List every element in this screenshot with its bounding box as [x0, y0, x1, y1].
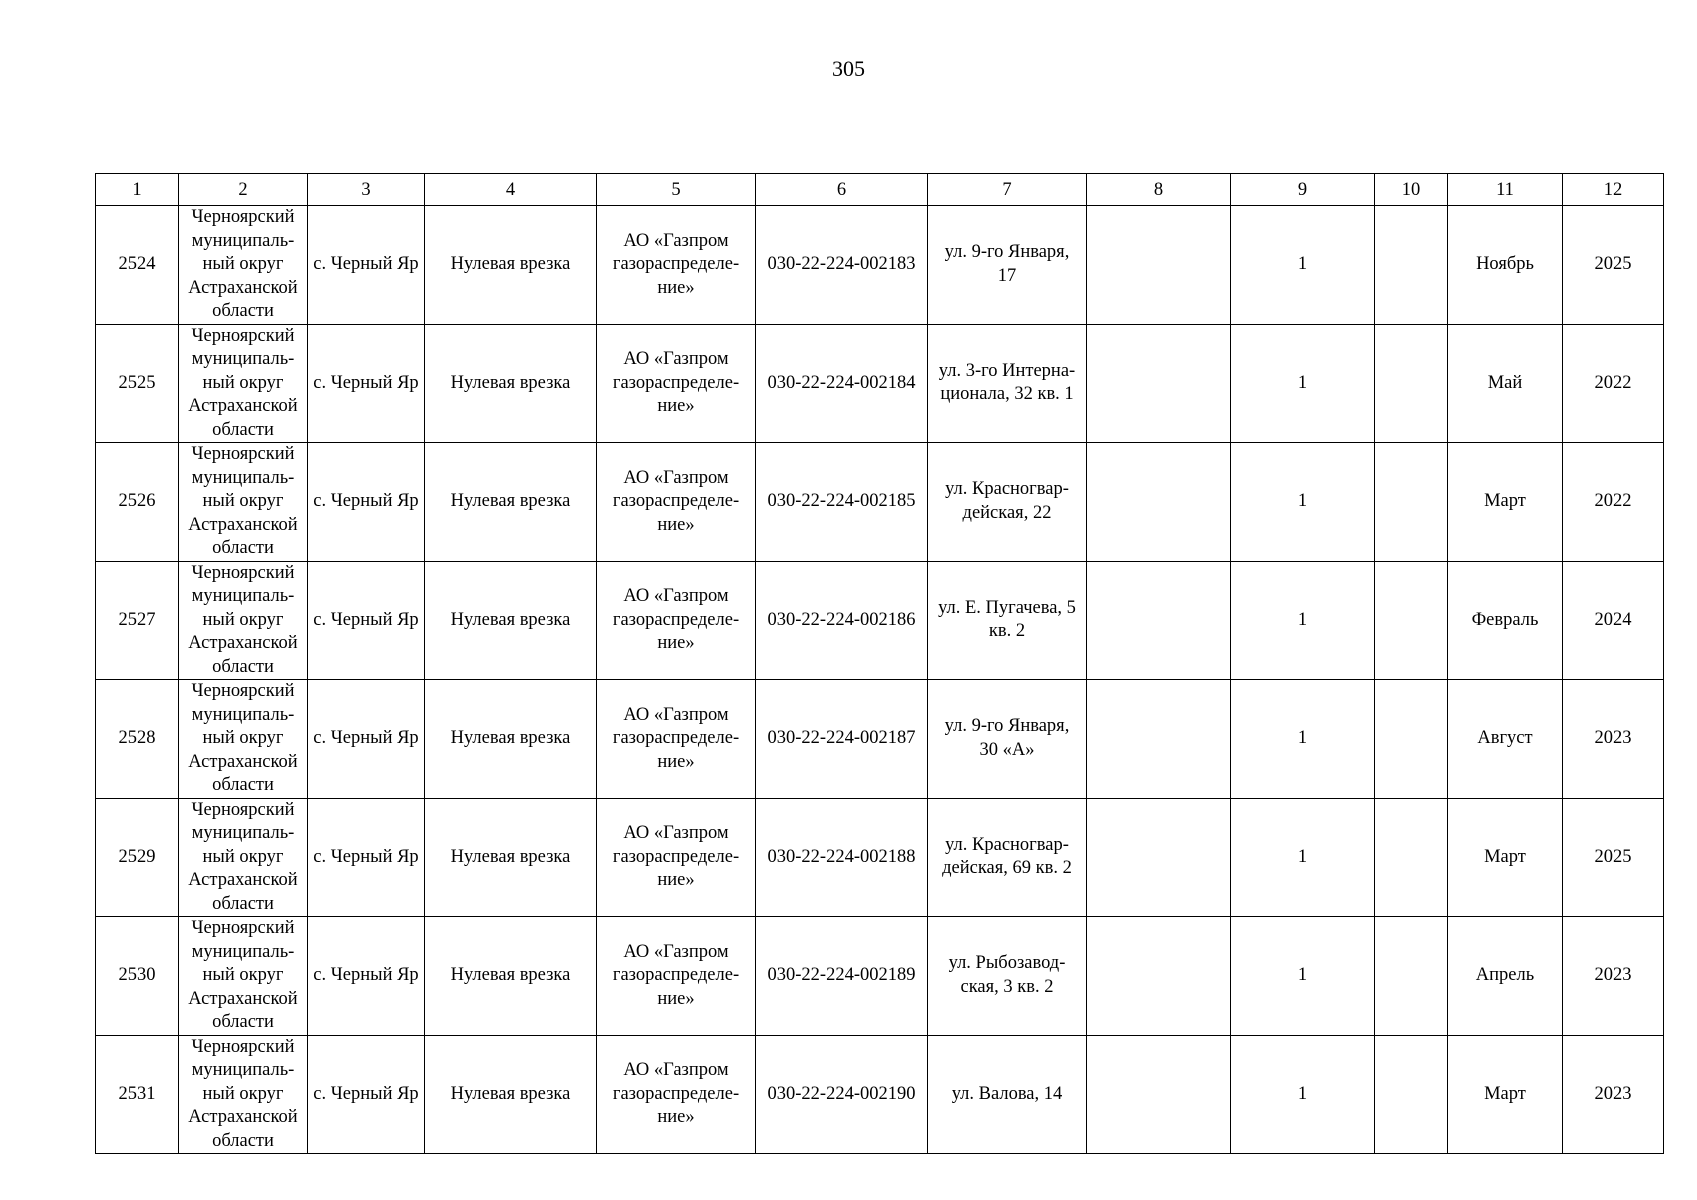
- cell-settlement: с. Черный Яр: [308, 680, 425, 799]
- cell-work-type: Нулевая врезка: [425, 1035, 597, 1154]
- cell-line: Черноярский: [191, 918, 295, 938]
- cell-line: Астраханской: [188, 396, 298, 416]
- cell-line: кв. 2: [988, 621, 1026, 642]
- column-header-4: 4: [425, 174, 597, 206]
- cell-col10: [1375, 680, 1448, 799]
- cell-col9: 1: [1231, 443, 1375, 562]
- cell-number: 2526: [96, 443, 179, 562]
- cell-year: 2023: [1563, 680, 1664, 799]
- cell-line: области: [212, 301, 274, 321]
- cell-object-code: 030-22-224-002186: [756, 561, 928, 680]
- cell-line: Астраханской: [188, 633, 298, 653]
- cell-settlement: с. Черный Яр: [308, 798, 425, 917]
- cell-settlement: с. Черный Яр: [308, 206, 425, 325]
- cell-number: 2531: [96, 1035, 179, 1154]
- cell-line: Черноярский: [191, 1036, 295, 1057]
- cell-object-code: 030-22-224-002188: [756, 798, 928, 917]
- cell-district: [179, 917, 308, 1036]
- cell-line: газораспределе-: [612, 728, 740, 748]
- cell-line: ный округ: [202, 372, 284, 393]
- table-row: [96, 680, 1664, 799]
- cell-line: ный округ: [202, 846, 284, 867]
- table-row: [96, 206, 1664, 325]
- cell-line: муниципаль-: [191, 704, 295, 725]
- cell-number: 2528: [96, 680, 179, 799]
- cell-line: Черноярский: [191, 681, 295, 701]
- cell-col8: [1087, 1035, 1231, 1154]
- page-number: 305: [832, 56, 865, 81]
- cell-line: муниципаль-: [191, 1060, 295, 1080]
- cell-line: дейская, 69 кв. 2: [942, 858, 1072, 879]
- cell-line: области: [212, 775, 274, 795]
- cell-object-code: 030-22-224-002189: [756, 917, 928, 1036]
- cell-organization: [597, 1035, 756, 1154]
- cell-district: [179, 206, 308, 325]
- cell-line: муниципаль-: [191, 467, 295, 488]
- cell-settlement: с. Черный Яр: [308, 324, 425, 443]
- cell-line: АО «Газпром: [623, 704, 729, 725]
- cell-line: газораспределе-: [612, 846, 740, 867]
- cell-line: ние»: [657, 988, 695, 1009]
- column-header-3: 3: [308, 174, 425, 206]
- cell-col8: [1087, 206, 1231, 325]
- cell-line: муниципаль-: [191, 941, 295, 962]
- cell-col9: 1: [1231, 680, 1375, 799]
- cell-line: ул. Е. Пугачева, 5: [938, 597, 1076, 618]
- cell-line: ционала, 32 кв. 1: [940, 384, 1074, 405]
- cell-line: ние»: [657, 870, 695, 890]
- cell-settlement: с. Черный Яр: [308, 443, 425, 562]
- cell-address: [928, 561, 1087, 680]
- cell-line: Черноярский: [191, 325, 295, 346]
- cell-address: [928, 680, 1087, 799]
- cell-col9: 1: [1231, 1035, 1375, 1154]
- cell-month: Март: [1448, 798, 1563, 917]
- cell-line: АО «Газпром: [623, 823, 729, 843]
- cell-address: [928, 798, 1087, 917]
- cell-district: [179, 798, 308, 917]
- table-row: [96, 561, 1664, 680]
- cell-line: муниципаль-: [191, 823, 295, 843]
- cell-organization: [597, 561, 756, 680]
- cell-col9: 1: [1231, 561, 1375, 680]
- cell-col9: 1: [1231, 324, 1375, 443]
- cell-line: газораспределе-: [612, 1083, 740, 1104]
- column-number-header-row: [96, 174, 1664, 206]
- cell-col8: [1087, 798, 1231, 917]
- cell-line: Астраханской: [188, 514, 298, 535]
- cell-line: АО «Газпром: [623, 941, 729, 962]
- cell-line: Черноярский: [191, 444, 295, 464]
- cell-month: Февраль: [1448, 561, 1563, 680]
- cell-year: 2023: [1563, 917, 1664, 1036]
- cell-line: газораспределе-: [612, 254, 740, 274]
- table-body: [96, 206, 1664, 1154]
- cell-line: АО «Газпром: [623, 1060, 729, 1080]
- cell-col8: [1087, 561, 1231, 680]
- cell-line: ул. 9-го Января,: [944, 716, 1070, 737]
- cell-line: муниципаль-: [191, 230, 295, 251]
- cell-settlement: с. Черный Яр: [308, 917, 425, 1036]
- cell-organization: [597, 443, 756, 562]
- cell-year: 2023: [1563, 1035, 1664, 1154]
- cell-address: [928, 443, 1087, 562]
- cell-line: газораспределе-: [612, 609, 740, 630]
- cell-month: Апрель: [1448, 917, 1563, 1036]
- cell-month: Май: [1448, 324, 1563, 443]
- cell-month: Март: [1448, 1035, 1563, 1154]
- cell-line: Черноярский: [191, 207, 295, 227]
- cell-work-type: Нулевая врезка: [425, 443, 597, 562]
- cell-line: газораспределе-: [612, 965, 740, 985]
- cell-work-type: Нулевая врезка: [425, 206, 597, 325]
- column-header-10: 10: [1375, 174, 1448, 206]
- cell-line: Астраханской: [188, 1107, 298, 1127]
- cell-line: ние»: [657, 751, 695, 772]
- cell-object-code: 030-22-224-002187: [756, 680, 928, 799]
- cell-line: муниципаль-: [191, 349, 295, 369]
- cell-line: АО «Газпром: [623, 230, 729, 251]
- cell-line: ный округ: [202, 254, 284, 274]
- cell-line: ние»: [657, 633, 695, 653]
- cell-line: ская, 3 кв. 2: [960, 976, 1054, 997]
- cell-month: Август: [1448, 680, 1563, 799]
- cell-district: [179, 1035, 308, 1154]
- cell-col8: [1087, 324, 1231, 443]
- cell-col8: [1087, 443, 1231, 562]
- cell-district: [179, 324, 308, 443]
- cell-line: Астраханской: [188, 870, 298, 890]
- column-header-1: 1: [96, 174, 179, 206]
- cell-object-code: 030-22-224-002190: [756, 1035, 928, 1154]
- cell-line: газораспределе-: [612, 372, 740, 393]
- cell-work-type: Нулевая врезка: [425, 561, 597, 680]
- cell-line: ул. Красногвар-: [945, 834, 1069, 855]
- cell-line: ул. 3-го Интерна-: [938, 360, 1076, 381]
- table-row: [96, 324, 1664, 443]
- cell-line: ул. 9-го Января,: [944, 242, 1070, 263]
- cell-col8: [1087, 680, 1231, 799]
- cell-line: области: [212, 893, 274, 914]
- cell-number: 2525: [96, 324, 179, 443]
- cell-line: области: [212, 538, 274, 558]
- cell-line: газораспределе-: [612, 491, 740, 511]
- cell-col9: 1: [1231, 206, 1375, 325]
- cell-line: области: [212, 1012, 274, 1032]
- cell-line: АО «Газпром: [623, 467, 729, 488]
- cell-line: области: [212, 1130, 274, 1151]
- cell-line: ул. Рыбозавод-: [948, 953, 1066, 974]
- cell-line: Черноярский: [191, 562, 295, 583]
- cell-line: ние»: [657, 277, 695, 298]
- cell-line: ние»: [657, 514, 695, 535]
- cell-month: Март: [1448, 443, 1563, 562]
- cell-line: ние»: [657, 1107, 695, 1127]
- column-header-8: 8: [1087, 174, 1231, 206]
- cell-work-type: Нулевая врезка: [425, 917, 597, 1036]
- cell-object-code: 030-22-224-002185: [756, 443, 928, 562]
- cell-col10: [1375, 206, 1448, 325]
- cell-line: АО «Газпром: [623, 586, 729, 606]
- cell-organization: [597, 798, 756, 917]
- cell-address: [928, 324, 1087, 443]
- cell-line: Астраханской: [188, 988, 298, 1009]
- cell-line: муниципаль-: [191, 586, 295, 606]
- cell-settlement: с. Черный Яр: [308, 561, 425, 680]
- cell-col8: [1087, 917, 1231, 1036]
- cell-year: 2022: [1563, 443, 1664, 562]
- cell-col10: [1375, 798, 1448, 917]
- cell-col10: [1375, 917, 1448, 1036]
- cell-object-code: 030-22-224-002184: [756, 324, 928, 443]
- cell-number: 2529: [96, 798, 179, 917]
- cell-line: области: [212, 656, 274, 677]
- cell-address: [928, 1035, 1087, 1154]
- cell-number: 2527: [96, 561, 179, 680]
- cell-line: Черноярский: [191, 799, 295, 820]
- cell-year: 2025: [1563, 798, 1664, 917]
- table-row: [96, 917, 1664, 1036]
- cell-col10: [1375, 561, 1448, 680]
- cell-col10: [1375, 1035, 1448, 1154]
- table-row: [96, 1035, 1664, 1154]
- cell-line: ный округ: [202, 609, 284, 630]
- cell-line: ный округ: [202, 965, 284, 985]
- column-header-5: 5: [597, 174, 756, 206]
- cell-line: ный округ: [202, 728, 284, 748]
- cell-organization: [597, 206, 756, 325]
- cell-month: Ноябрь: [1448, 206, 1563, 325]
- cell-col9: 1: [1231, 798, 1375, 917]
- table-row: [96, 443, 1664, 562]
- cell-line: ный округ: [202, 1083, 284, 1104]
- cell-line: АО «Газпром: [623, 349, 729, 369]
- cell-year: 2022: [1563, 324, 1664, 443]
- cell-number: 2524: [96, 206, 179, 325]
- cell-address: [928, 917, 1087, 1036]
- cell-col9: 1: [1231, 917, 1375, 1036]
- cell-organization: [597, 324, 756, 443]
- column-header-11: 11: [1448, 174, 1563, 206]
- cell-line: ние»: [657, 396, 695, 416]
- column-header-2: 2: [179, 174, 308, 206]
- cell-address: [928, 206, 1087, 325]
- cell-line: ул. Красногвар-: [945, 479, 1069, 500]
- cell-work-type: Нулевая врезка: [425, 798, 597, 917]
- cell-district: [179, 443, 308, 562]
- cell-line: области: [212, 419, 274, 440]
- cell-line: ный округ: [202, 491, 284, 511]
- cell-col10: [1375, 443, 1448, 562]
- column-header-7: 7: [928, 174, 1087, 206]
- cell-year: 2025: [1563, 206, 1664, 325]
- gas-connection-table: [95, 173, 1664, 1154]
- cell-work-type: Нулевая врезка: [425, 324, 597, 443]
- cell-line: дейская, 22: [962, 502, 1052, 523]
- column-header-6: 6: [756, 174, 928, 206]
- cell-number: 2530: [96, 917, 179, 1036]
- column-header-12: 12: [1563, 174, 1664, 206]
- cell-line: 30 «А»: [979, 739, 1035, 760]
- cell-line: 17: [997, 265, 1017, 286]
- cell-organization: [597, 917, 756, 1036]
- cell-organization: [597, 680, 756, 799]
- column-header-9: 9: [1231, 174, 1375, 206]
- cell-district: [179, 680, 308, 799]
- cell-line: Астраханской: [188, 277, 298, 298]
- cell-col10: [1375, 324, 1448, 443]
- cell-line: ул. Валова, 14: [951, 1083, 1063, 1104]
- cell-object-code: 030-22-224-002183: [756, 206, 928, 325]
- cell-line: Астраханской: [188, 751, 298, 772]
- cell-year: 2024: [1563, 561, 1664, 680]
- cell-settlement: с. Черный Яр: [308, 1035, 425, 1154]
- cell-district: [179, 561, 308, 680]
- table-row: [96, 798, 1664, 917]
- cell-work-type: Нулевая врезка: [425, 680, 597, 799]
